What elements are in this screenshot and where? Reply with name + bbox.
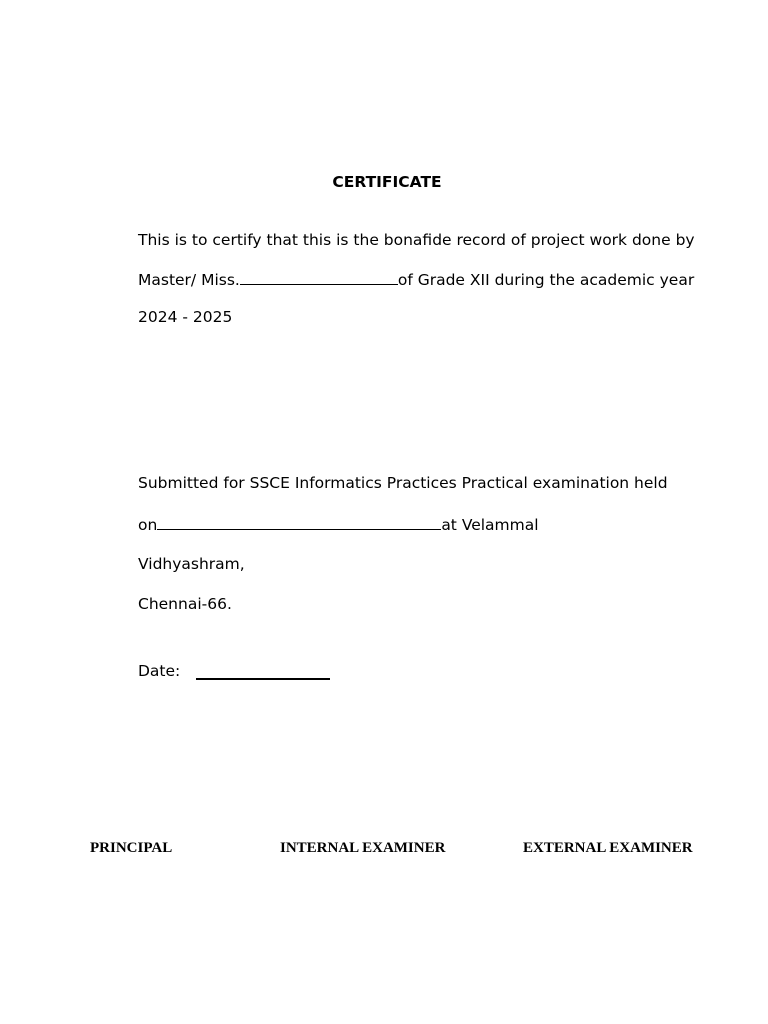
venue-text: at Velammal [441,516,539,534]
principal-signature-label: PRINCIPAL [90,840,173,856]
grade-text: of Grade XII during the academic year [397,271,695,289]
student-name-blank [240,268,398,285]
date-label: Date: [138,662,181,680]
submitted-line: Submitted for SSCE Informatics Practices Practical examination held [138,474,668,492]
exam-date-line [138,513,539,535]
master-miss-label: Master/ Miss. [138,271,240,289]
certify-line-1: This is to certify that this is the bonafide record of project work done by [138,231,695,249]
on-label: on [138,516,158,534]
school-name: Vidhyashram, [138,555,245,573]
internal-examiner-label: INTERNAL EXAMINER [280,840,446,856]
city-name: Chennai-66. [138,595,232,613]
academic-year: 2024 - 2025 [138,308,233,326]
exam-date-blank [157,513,441,530]
certify-line-2 [138,268,694,290]
external-examiner-label: EXTERNAL EXAMINER [523,840,693,856]
certificate-title: CERTIFICATE [332,173,442,191]
date-blank [196,678,330,680]
